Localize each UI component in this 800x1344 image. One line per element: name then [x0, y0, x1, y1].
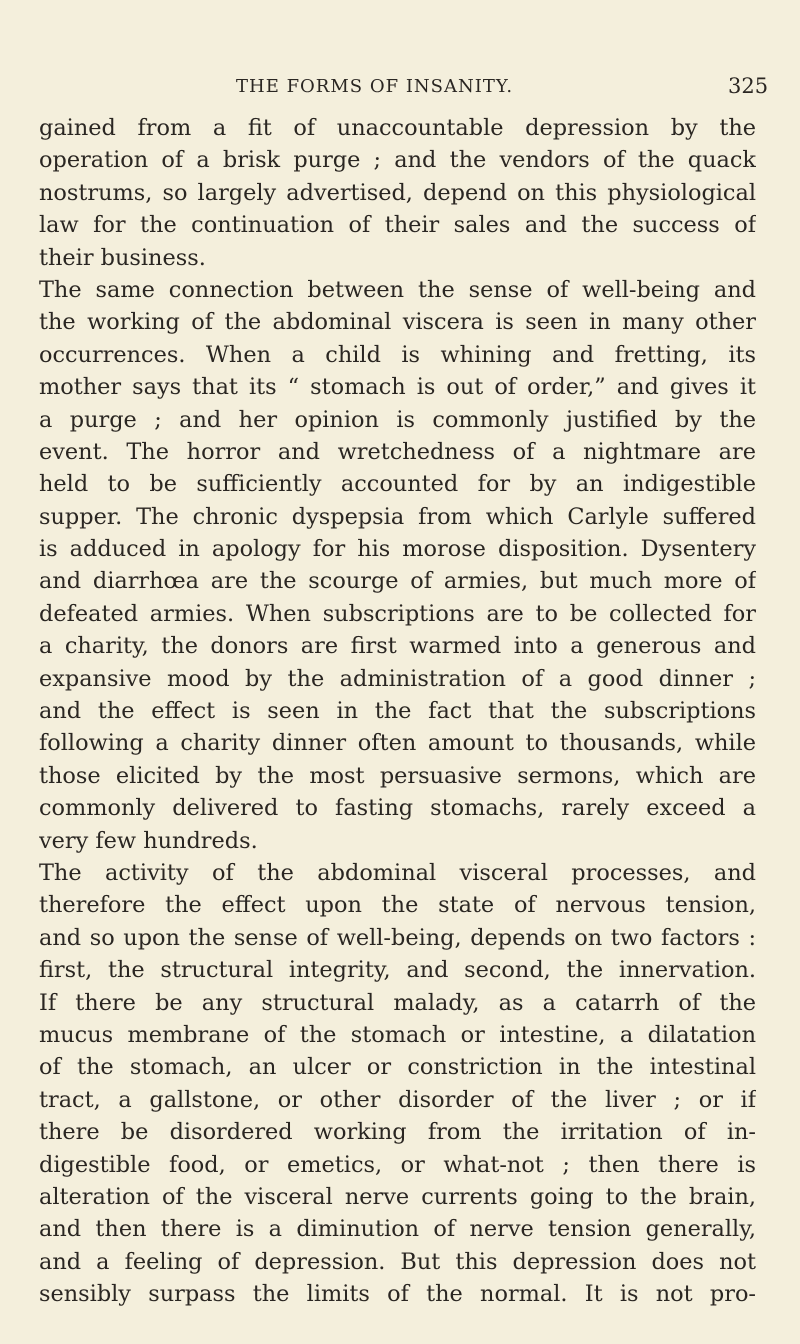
text-line: sensibly surpass the limits of the normal. It is not pro- [39, 1281, 756, 1308]
text-line: of the stomach, an ulcer or constriction in the intestinal [39, 1054, 756, 1081]
text-line: very few hundreds. [39, 827, 258, 854]
text-line: following a charity dinner often amount to thousands, while [39, 730, 756, 757]
text-line: supper. The chronic dyspepsia from which Carlyle suffered [39, 503, 756, 530]
body-text [39, 112, 756, 1310]
text-line: nostrums, so largely advertised, depend on this physiological [39, 179, 756, 206]
text-line: expansive mood by the administration of a good dinner ; [39, 665, 756, 692]
text-line: therefore the effect upon the state of nervous tension, [39, 892, 756, 919]
text-line: there be disordered working from the irritation of in- [39, 1119, 756, 1146]
text-line: is adduced in apology for his morose disposition. Dysentery [39, 536, 756, 563]
text-line: event. The horror and wretchedness of a nightmare are [39, 438, 756, 465]
text-line: digestible food, or emetics, or what-not ; then there is [39, 1151, 756, 1178]
text-line: commonly delivered to fasting stomachs, rarely exceed a [39, 795, 756, 822]
text-line: a charity, the donors are first warmed into a generous and [39, 633, 756, 660]
text-line: those elicited by the most persuasive sermons, which are [39, 762, 756, 789]
text-line: alteration of the visceral nerve currents going to the brain, [39, 1183, 756, 1210]
text-line: occurrences. When a child is whining and fretting, its [39, 341, 756, 368]
text-line: and the effect is seen in the fact that the subscriptions [39, 698, 756, 725]
text-line: and then there is a diminution of nerve tension generally, [39, 1216, 756, 1243]
text-line: and diarrhœa are the scourge of armies, but much more of [39, 568, 756, 595]
text-line: mother says that its “ stomach is out of order,” and gives it [39, 374, 756, 401]
page-number: 325 [728, 74, 769, 98]
text-line: defeated armies. When subscriptions are to be collected for [39, 600, 756, 627]
text-line: a purge ; and her opinion is commonly justified by the [39, 406, 756, 433]
text-line: and so upon the sense of well-being, depends on two factors : [39, 924, 756, 951]
text-line: law for the continuation of their sales and the success of [39, 212, 756, 239]
text-line: mucus membrane of the stomach or intestine, a dilatation [39, 1021, 756, 1048]
text-line: operation of a brisk purge ; and the vendors of the quack [39, 147, 756, 174]
text-line: the working of the abdominal viscera is seen in many other [39, 309, 756, 336]
text-line: held to be sufficiently accounted for by an indigestible [39, 471, 756, 498]
text-line: The activity of the abdominal visceral processes, and [39, 859, 756, 886]
text-line: The same connection between the sense of well-being and [39, 276, 756, 303]
text-line: their business. [39, 244, 206, 271]
text-line: first, the structural integrity, and second, the innervation. [39, 957, 756, 984]
text-line: and a feeling of depression. But this depression does not [39, 1248, 756, 1275]
text-line: tract, a gallstone, or other disorder of the liver ; or if [39, 1086, 756, 1113]
running-title: THE FORMS OF INSANITY. [236, 76, 514, 97]
running-head [0, 76, 800, 106]
text-line: If there be any structural malady, as a catarrh of the [39, 989, 756, 1016]
text-line: gained from a fit of unaccountable depression by the [39, 115, 756, 141]
